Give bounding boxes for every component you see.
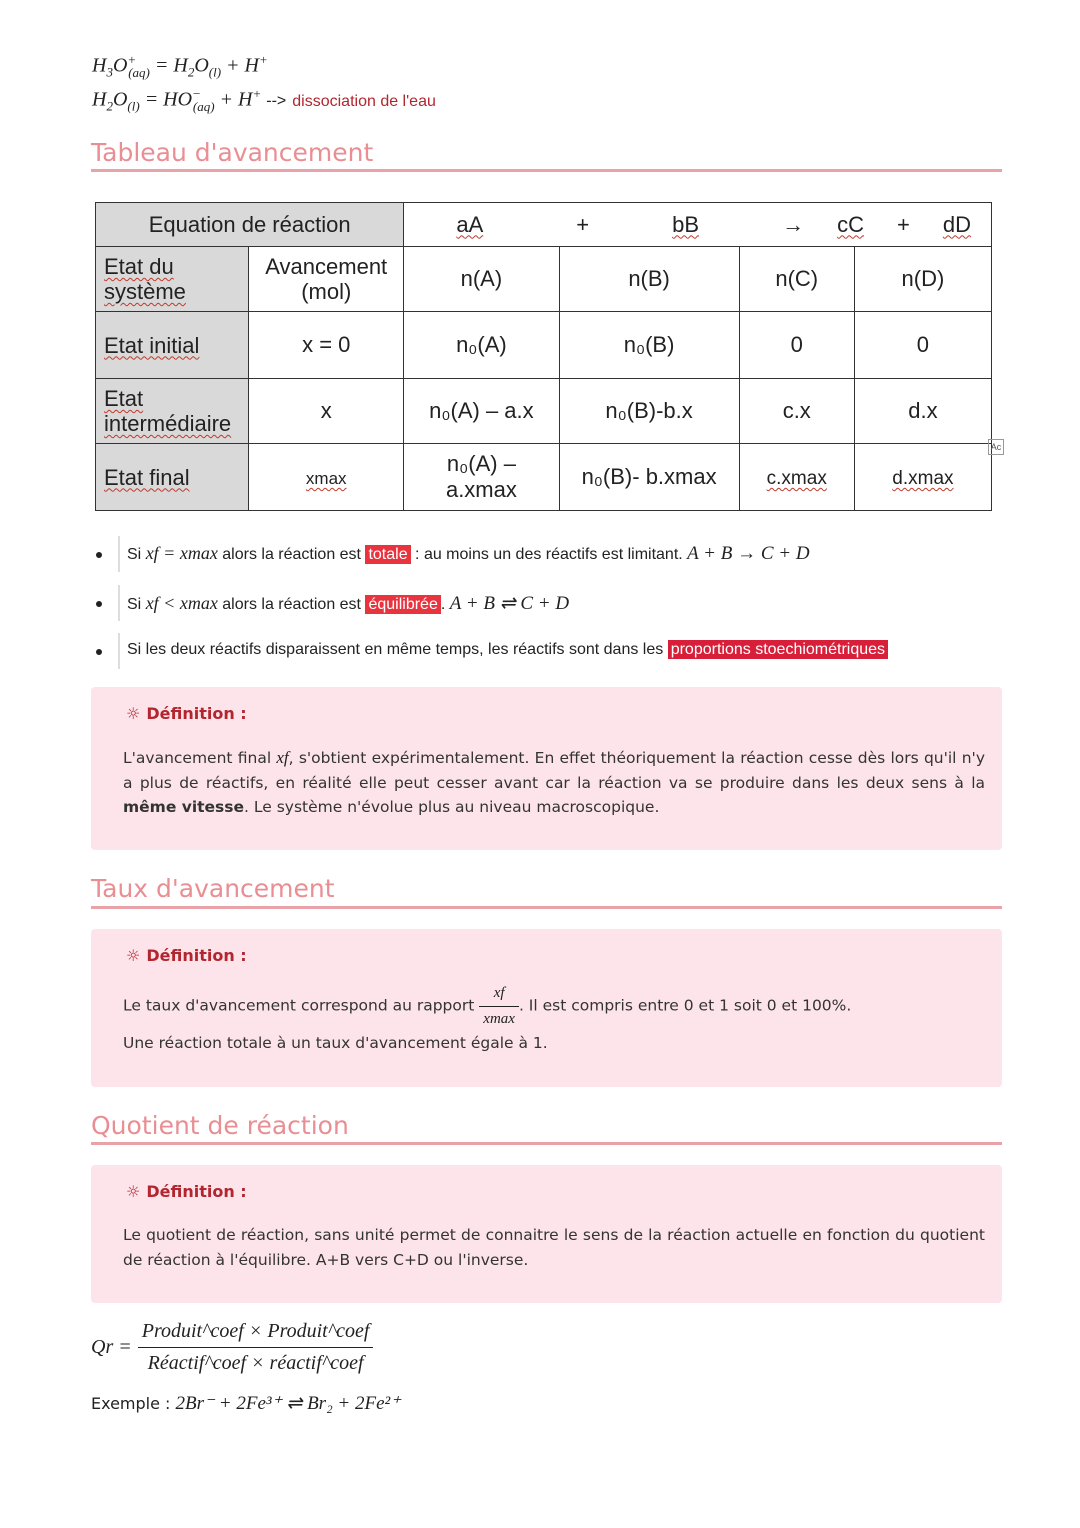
qr-den: Réactif^coef × réactif^coef <box>147 1352 364 1374</box>
section-title-tableau: Tableau d'avancement <box>91 138 374 167</box>
cell-final-a <box>404 444 559 511</box>
bullet-stoechio <box>127 641 888 659</box>
section-title-taux: Taux d'avancement <box>91 874 335 903</box>
section-divider <box>91 906 1002 909</box>
tableau-avancement <box>95 202 992 511</box>
cell-init-b: n₀(B) <box>559 312 739 379</box>
def2-pre: Le taux d'avancement correspond au rapport <box>123 996 475 1015</box>
b1-mid: alors la réaction est <box>222 546 361 563</box>
cell-final-b <box>559 444 739 511</box>
b1-math: xf = xmax <box>145 543 218 563</box>
cell-inter-d: d.x <box>854 379 991 444</box>
cell-init-a: n₀(A) <box>404 312 559 379</box>
cell-init-d: 0 <box>854 312 991 379</box>
row-label-final <box>96 444 249 511</box>
cell-final-c <box>739 444 854 511</box>
cell-inter-c: c.x <box>739 379 854 444</box>
qr-num: Produit^coef × Produit^coef <box>138 1320 374 1348</box>
taux-fraction <box>479 981 519 1031</box>
def1-pre: L'avancement final <box>123 749 272 767</box>
gear-icon: ☼ <box>126 704 141 723</box>
dissociation-note: dissociation de l'eau <box>292 92 436 110</box>
etat-label: Etat du système <box>104 254 186 304</box>
def2-title-text: Définition : <box>146 946 247 965</box>
section-divider <box>91 169 1002 172</box>
def3-title-text: Définition : <box>146 1182 247 1201</box>
qr-fraction <box>138 1320 374 1375</box>
row-label-initial <box>96 312 249 379</box>
avancement-header: Avancement (mol) <box>249 247 404 312</box>
def1-end: . Le système n'évolue plus au niveau macroscopique. <box>244 798 660 816</box>
definition-box-taux <box>91 929 1002 1087</box>
side-comment-marker[interactable]: Ac <box>988 439 1004 455</box>
example-label: Exemple : <box>91 1394 171 1413</box>
definition-text <box>123 746 985 820</box>
def1-bold: même vitesse <box>123 798 245 816</box>
b1-equation: A + B → C + D <box>687 543 810 564</box>
cell-init-c: 0 <box>739 312 854 379</box>
cell-inter-a: n₀(A) – a.x <box>404 379 559 444</box>
cell-inter-b: n₀(B)-b.x <box>559 379 739 444</box>
b1-pre: Si <box>127 546 142 563</box>
definition-title <box>126 946 247 965</box>
bullet-bar <box>118 585 120 621</box>
qr-formula <box>91 1320 373 1375</box>
example-equation: 2Br⁻ + 2Fe³⁺ ⇌ Br₂ + 2Fe²⁺ <box>175 1393 401 1414</box>
final-c-text: c.xmax <box>766 468 827 489</box>
section-divider <box>91 1142 1002 1145</box>
final-a-text: n₀(A) – a.xmax <box>445 451 517 502</box>
bullet-equilibree: Si xf < xmax alors la réaction est équilibrée . A + B ⇌ C + D <box>127 593 570 614</box>
equation-line-2: $H_2O_{(l)} = HO^-_{(aq)} + H^+$ --> dissociation de l'eau <box>92 86 436 114</box>
bullet-dot <box>96 601 102 607</box>
intermediaire-label: Etat intermédiaire <box>104 386 232 436</box>
bullet-totale <box>127 543 810 565</box>
equation-label: Equation de réaction <box>148 212 351 237</box>
qr-lhs: Qr = <box>91 1336 132 1358</box>
cell-final-d <box>854 444 991 511</box>
highlight-stoechio: proportions stoechiométriques <box>668 640 888 659</box>
xmax-text: xmax <box>305 469 347 488</box>
b2-pre: Si <box>127 596 142 613</box>
species-bB: bB <box>672 211 700 237</box>
row-label-etat <box>96 247 249 312</box>
species-aA: aA <box>456 211 484 237</box>
cell-inter-x: x <box>249 379 404 444</box>
definition-box-quotient <box>91 1165 1002 1303</box>
cell-nD: n(D) <box>854 247 991 312</box>
plus-sign-2: + <box>897 211 910 237</box>
species-cC: cC <box>837 211 864 237</box>
species-dD: dD <box>942 211 971 237</box>
def1-title-text: Définition : <box>146 704 247 723</box>
definition-text-2: Une réaction totale à un taux d'avancement égale à 1. <box>123 1034 548 1052</box>
bullet-bar <box>118 633 120 669</box>
cell-nB: n(B) <box>559 247 739 312</box>
b1-post: : au moins un des réactifs est limitant. <box>415 546 683 563</box>
definition-text <box>123 981 985 1031</box>
equation-line-1: $H_3O^+_{(aq)} = H_2O_{(l)} + H^+$ <box>92 52 268 80</box>
initial-label: Etat initial <box>104 332 200 358</box>
definition-text: Le quotient de réaction, sans unité permet de connaitre le sens de la réaction actuelle en fonction du quotient de réaction à l'équilibre. A+B vers C+D ou l'inverse. <box>123 1226 985 1269</box>
definition-box-avancement <box>91 687 1002 850</box>
section-title-quotient: Quotient de réaction <box>91 1111 349 1140</box>
b2-math: xf < xmax <box>145 593 218 613</box>
b3-text: Si les deux réactifs disparaissent en même temps, les réactifs sont dans les <box>127 641 664 658</box>
final-label: Etat final <box>104 464 190 490</box>
bullet-dot <box>96 649 102 655</box>
highlight-totale: totale <box>365 545 410 564</box>
definition-title <box>126 1182 247 1201</box>
arrow-sign: → <box>782 211 805 237</box>
gear-icon: ☼ <box>126 946 141 965</box>
row-label-intermediaire <box>96 379 249 444</box>
frac-den: xmax <box>483 1010 515 1027</box>
def2-post: . Il est compris entre 0 et 1 soit 0 et 100%. <box>518 996 852 1015</box>
cell-final-x <box>249 444 404 511</box>
gear-icon: ☼ <box>126 1182 141 1201</box>
plus-sign-1: + <box>576 211 590 237</box>
cell-init-x: x = 0 <box>249 312 404 379</box>
equation-header-row <box>404 203 992 247</box>
cell-nC: n(C) <box>739 247 854 312</box>
bullet-bar <box>118 536 120 572</box>
equation-header-cell <box>96 203 404 247</box>
final-d-text: d.xmax <box>892 468 954 489</box>
bullet-dot <box>96 552 102 558</box>
final-b-text: n₀(B)- b.xmax <box>581 464 717 489</box>
frac-num: xf <box>479 981 519 1007</box>
definition-title <box>126 704 247 723</box>
b2-equation: A + B ⇌ C + D <box>449 593 570 614</box>
def1-post: , s'obtient expérimentalement. En effet théoriquement la réaction cesse dès lors qu'il n'y a plus de réactifs, en réalité elle peut cesser avant car la réaction va se produire dans les deux sens à la <box>123 749 985 792</box>
example-line <box>91 1392 400 1415</box>
cell-nA: n(A) <box>404 247 559 312</box>
highlight-equilibree: équilibrée <box>365 595 440 614</box>
b2-mid: alors la réaction est <box>222 596 361 613</box>
def1-math: xf <box>276 748 289 767</box>
